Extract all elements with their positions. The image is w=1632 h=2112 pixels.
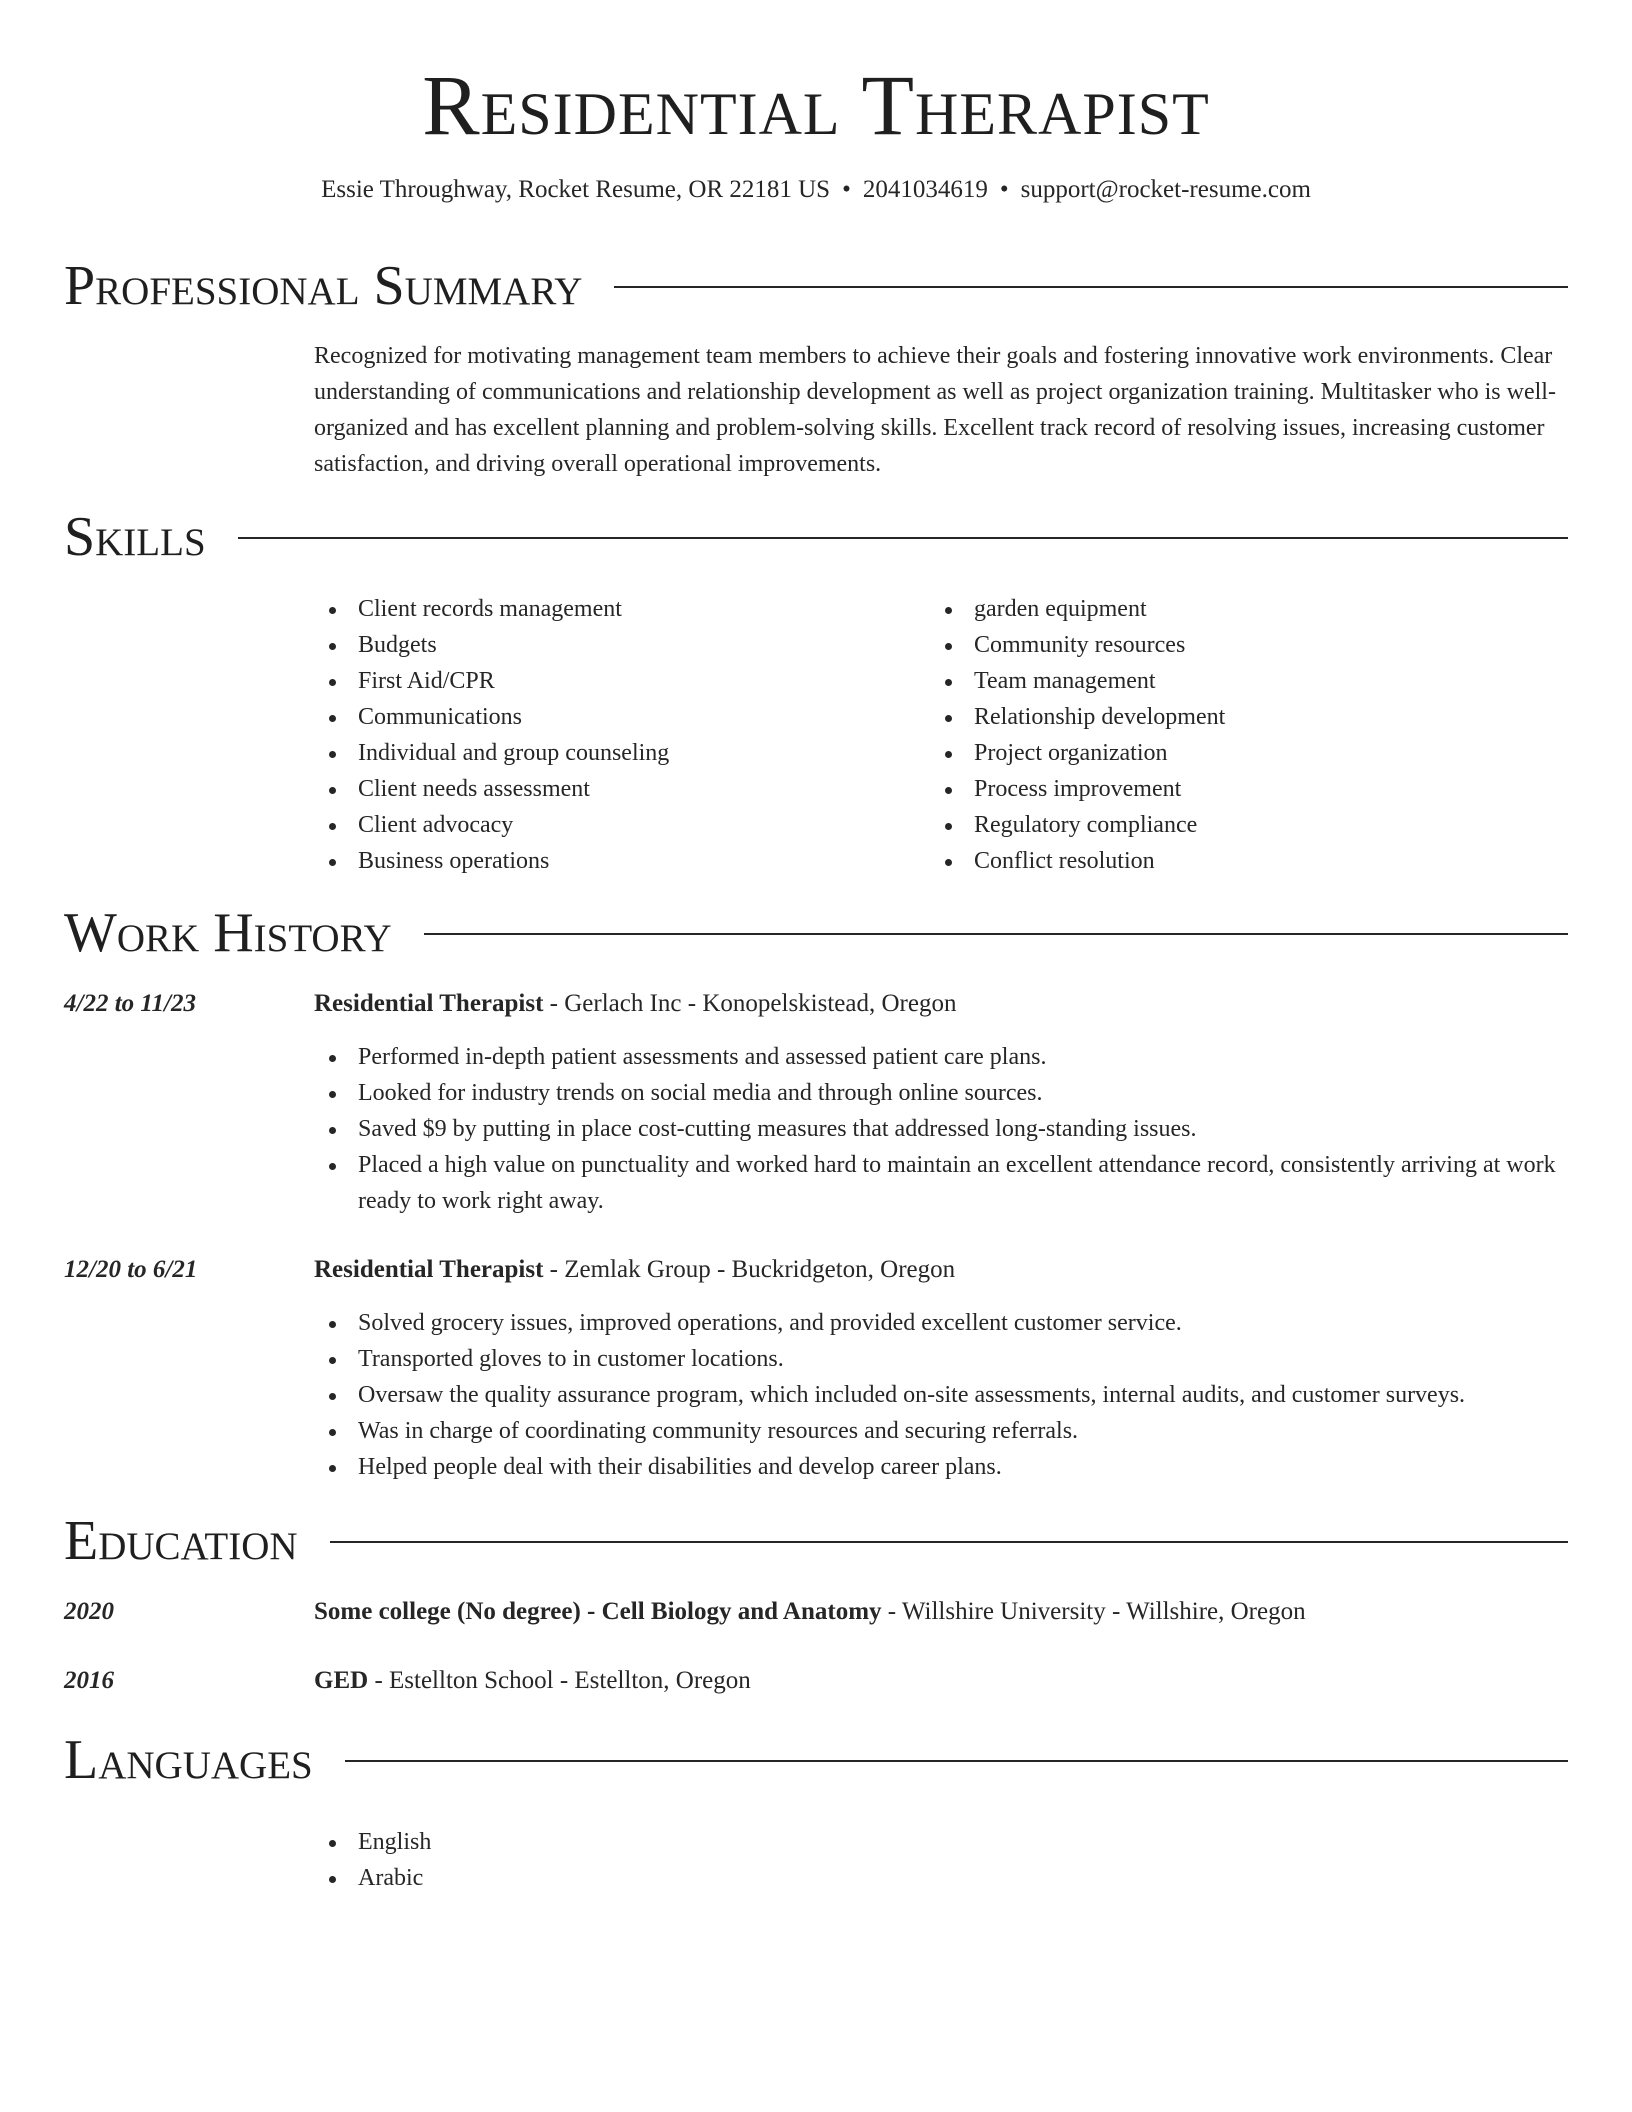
skills-list-left bbox=[314, 591, 914, 879]
skill-item: Individual and group counseling bbox=[314, 735, 914, 771]
job-bullet: Was in charge of coordinating community resources and securing referrals. bbox=[314, 1413, 1572, 1449]
contact-address: Essie Throughway, Rocket Resume, OR 22181 US bbox=[321, 176, 831, 203]
work-heading: Work History bbox=[64, 902, 392, 964]
contact-separator: • bbox=[842, 176, 851, 203]
contact-line bbox=[0, 175, 1632, 205]
skill-item: Team management bbox=[930, 663, 1530, 699]
skill-item: Communications bbox=[314, 699, 914, 735]
skill-item: Conflict resolution bbox=[930, 843, 1530, 879]
skill-item: First Aid/CPR bbox=[314, 663, 914, 699]
section-divider bbox=[238, 537, 1568, 539]
skills-section-header bbox=[64, 507, 1568, 567]
education-school: - Estellton School - Estellton, Oregon bbox=[368, 1667, 751, 1694]
skill-item: Budgets bbox=[314, 627, 914, 663]
job-bullet: Performed in-depth patient assessments and assessed patient care plans. bbox=[314, 1039, 1572, 1075]
section-divider bbox=[424, 933, 1568, 935]
education-degree: GED bbox=[314, 1667, 369, 1694]
section-divider bbox=[330, 1541, 1568, 1543]
job-bullet: Oversaw the quality assurance program, which included on-site assessments, internal audits, and customer surveys. bbox=[314, 1377, 1572, 1413]
skill-item: Relationship development bbox=[930, 699, 1530, 735]
skill-item: Project organization bbox=[930, 735, 1530, 771]
skill-item: Regulatory compliance bbox=[930, 807, 1530, 843]
contact-email: support@rocket-resume.com bbox=[1020, 176, 1311, 203]
job-bullet: Saved $9 by putting in place cost-cutting measures that addressed long-standing issues. bbox=[314, 1111, 1572, 1147]
job-bullet: Transported gloves to in customer locations. bbox=[314, 1341, 1572, 1377]
education-entry bbox=[314, 1594, 1572, 1630]
job-employer: - Zemlak Group - Buckridgeton, Oregon bbox=[543, 1256, 956, 1283]
skill-item: Client advocacy bbox=[314, 807, 914, 843]
job-dates: 4/22 to 11/23 bbox=[64, 990, 196, 1017]
skill-item: Client needs assessment bbox=[314, 771, 914, 807]
job-bullets bbox=[314, 1039, 1572, 1219]
languages-heading: Languages bbox=[64, 1729, 313, 1791]
skill-item: Client records management bbox=[314, 591, 914, 627]
education-year: 2020 bbox=[64, 1598, 114, 1625]
education-degree: Some college (No degree) - Cell Biology and Anatomy bbox=[314, 1598, 882, 1625]
skill-item: Process improvement bbox=[930, 771, 1530, 807]
job-header bbox=[314, 1252, 1572, 1288]
job-bullet: Solved grocery issues, improved operations, and provided excellent customer service. bbox=[314, 1305, 1572, 1341]
summary-heading: Professional Summary bbox=[64, 255, 583, 317]
languages-list bbox=[314, 1824, 914, 1896]
job-dates: 12/20 to 6/21 bbox=[64, 1256, 198, 1283]
skills-list-right bbox=[930, 591, 1530, 879]
education-heading: Education bbox=[64, 1510, 298, 1572]
job-employer: - Gerlach Inc - Konopelskistead, Oregon bbox=[543, 990, 957, 1017]
skill-item: garden equipment bbox=[930, 591, 1530, 627]
skills-heading: Skills bbox=[64, 506, 206, 568]
section-divider bbox=[614, 286, 1568, 288]
contact-separator: • bbox=[999, 176, 1009, 203]
contact-phone: 2041034619 bbox=[862, 176, 988, 203]
language-item: English bbox=[314, 1824, 914, 1860]
section-divider bbox=[345, 1760, 1568, 1762]
summary-section-header bbox=[64, 256, 1568, 316]
education-section-header bbox=[64, 1511, 1568, 1571]
education-school: - Willshire University - Willshire, Oregon bbox=[881, 1598, 1306, 1625]
summary-text: Recognized for motivating management team members to achieve their goals and fostering innovative work environments. Clear understanding of communications and relationship development as well as project organization training. Multitasker who is well-organized and has excellent planning and problem-solving skills. Excellent track record of resolving issues, increasing customer satisfaction, and driving overall operational improvements. bbox=[314, 343, 1556, 477]
job-bullet: Placed a high value on punctuality and worked hard to maintain an excellent attendance record, consistently arriving at work ready to work right away. bbox=[314, 1147, 1572, 1219]
skill-item: Business operations bbox=[314, 843, 914, 879]
education-year: 2016 bbox=[64, 1667, 114, 1694]
job-title: Residential Therapist bbox=[314, 990, 544, 1017]
job-bullets bbox=[314, 1305, 1572, 1485]
education-entry bbox=[314, 1663, 1572, 1699]
job-header bbox=[314, 986, 1572, 1022]
language-item: Arabic bbox=[314, 1860, 914, 1896]
work-section-header bbox=[64, 903, 1568, 963]
resume-title: Residential Therapist bbox=[422, 57, 1210, 153]
job-bullet: Looked for industry trends on social media and through online sources. bbox=[314, 1075, 1572, 1111]
job-title: Residential Therapist bbox=[314, 1256, 544, 1283]
job-bullet: Helped people deal with their disabilities and develop career plans. bbox=[314, 1449, 1572, 1485]
skill-item: Community resources bbox=[930, 627, 1530, 663]
languages-section-header bbox=[64, 1730, 1568, 1790]
